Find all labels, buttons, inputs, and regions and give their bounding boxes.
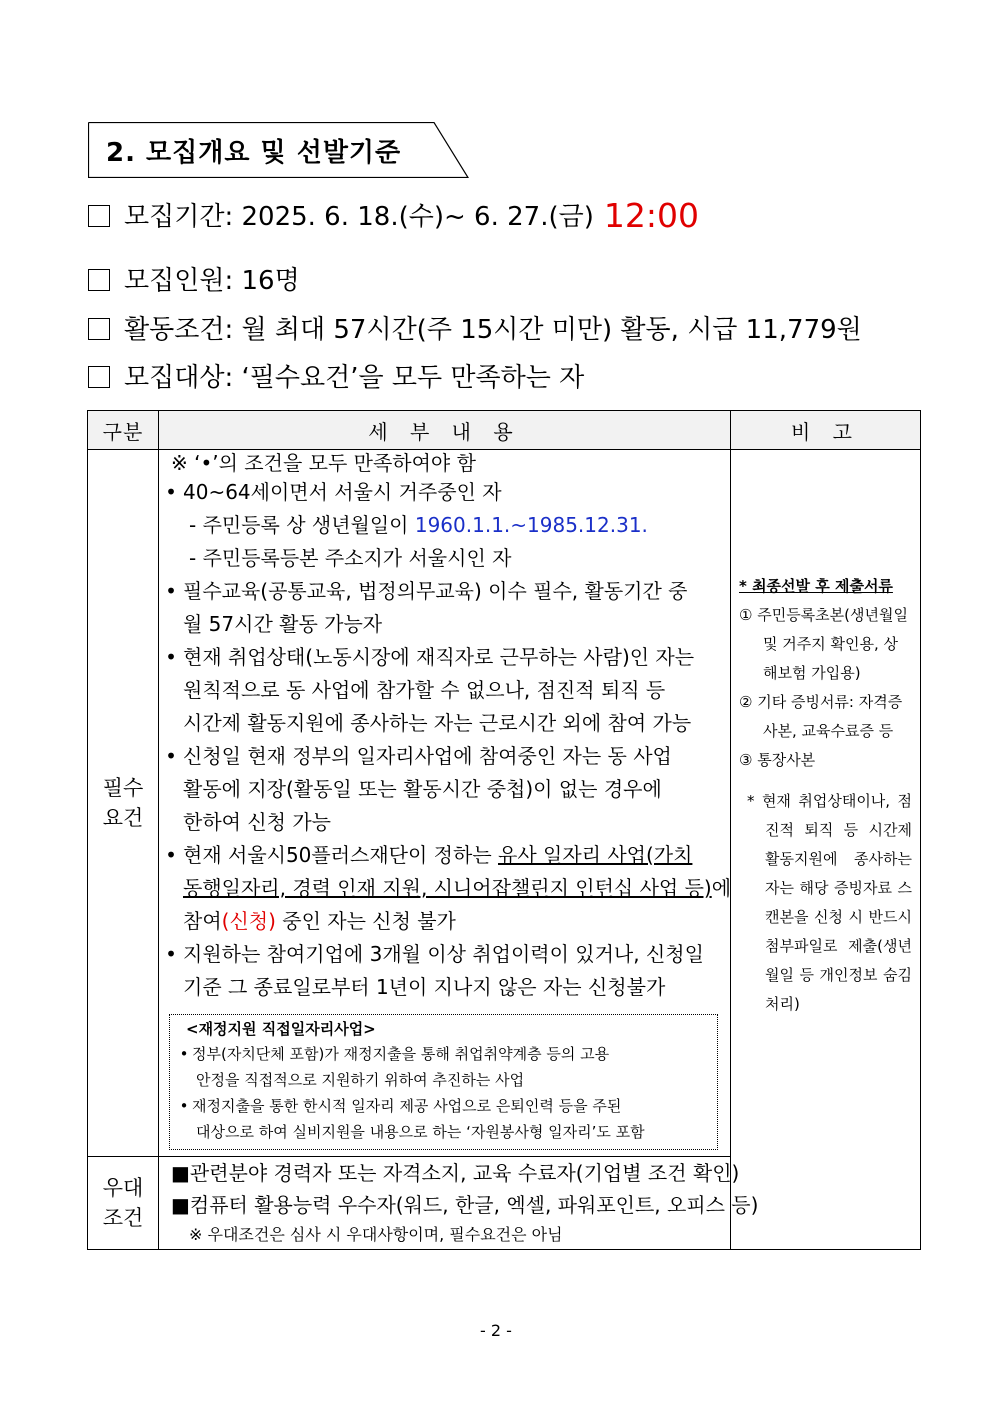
list-item bbox=[159, 905, 724, 938]
summary-conditions bbox=[88, 309, 862, 346]
checkbox-square-icon bbox=[88, 269, 110, 291]
bullet-icon: • bbox=[165, 942, 177, 966]
required-details bbox=[159, 450, 731, 1157]
bullet-icon: • bbox=[165, 744, 177, 768]
note-line bbox=[176, 1093, 711, 1119]
req-text: 신청일 현재 정부의 일자리사업에 참여중인 자는 동 사업 bbox=[183, 744, 672, 768]
conditions-text: 활동조건: 월 최대 57시간(주 15시간 미만) 활동, 시급 11,779원 bbox=[124, 315, 862, 345]
list-item bbox=[159, 740, 724, 773]
req-text: 중인 자는 신청 불가 bbox=[275, 909, 456, 933]
req-text: 참여 bbox=[183, 909, 222, 933]
similar-jobs-text: 동행일자리, 경력 인재 지원, 시니어잡챌린지 인턴십 사업 등) bbox=[183, 876, 712, 900]
summary-period bbox=[88, 196, 699, 235]
period-text: 모집기간: 2025. 6. 18.(수)~ 6. 27.(금) bbox=[124, 202, 594, 232]
req-text: 필수교육(공통교육, 법정의무교육) 이수 필수, 활동기간 중 bbox=[183, 579, 688, 603]
list-item bbox=[159, 938, 724, 971]
target-text: 모집대상: ‘필수요건’을 모두 만족하는 자 bbox=[124, 363, 585, 393]
req-text: - 주민등록 상 생년월일이 bbox=[189, 513, 415, 537]
list-item bbox=[159, 839, 724, 872]
list-item bbox=[159, 509, 724, 542]
remarks bbox=[731, 450, 920, 1019]
list-item bbox=[159, 641, 724, 674]
required-label-1: 필수 bbox=[102, 776, 144, 800]
preferred-label-2: 조건 bbox=[102, 1206, 144, 1230]
similar-jobs-text: 유사 일자리 사업(가치 bbox=[498, 843, 693, 867]
preferred-item: ■컴퓨터 활용능력 우수자(워드, 한글, 엑셀, 파워포인트, 오피스 등) bbox=[171, 1193, 759, 1217]
bullet-icon: • bbox=[179, 1045, 189, 1063]
checkbox-square-icon bbox=[88, 366, 110, 388]
bullet-icon: • bbox=[179, 1097, 189, 1115]
page-number: - 2 - bbox=[480, 1321, 512, 1340]
remarks-title: * 최종선발 후 제출서류 bbox=[739, 577, 893, 595]
req-text: 에 bbox=[711, 876, 732, 900]
list-item: 월 57시간 활동 가능자 bbox=[183, 612, 383, 636]
checkbox-square-icon bbox=[88, 318, 110, 340]
required-label bbox=[88, 450, 159, 1157]
note-text: 정부(자치단체 포함)가 재정지출을 통해 취업취약계층 등의 고용 bbox=[192, 1045, 610, 1063]
note-line: 대상으로 하여 실비지원을 내용으로 하는 ‘자원봉사형 일자리’도 포함 bbox=[196, 1123, 645, 1141]
preferred-label-1: 우대 bbox=[102, 1176, 144, 1200]
preferred-details bbox=[159, 1157, 759, 1250]
list-item: 활동에 지장(활동일 또는 활동시간 중첩)이 없는 경우에 bbox=[183, 777, 662, 801]
section-title-box bbox=[88, 122, 469, 178]
section-title: 2. 모집개요 및 선발기준 bbox=[106, 138, 402, 168]
table-header-row bbox=[88, 411, 921, 450]
list-item bbox=[159, 476, 724, 509]
list-item: - 주민등록등본 주소지가 서울시인 자 bbox=[189, 546, 512, 570]
bullet-icon: • bbox=[165, 843, 177, 867]
list-item: 한하여 신청 가능 bbox=[183, 810, 331, 834]
headcount-text: 모집인원: 16명 bbox=[124, 266, 300, 296]
period-time: 12:00 bbox=[603, 196, 699, 235]
req-text: 40~64세이면서 서울시 거주중인 자 bbox=[183, 480, 502, 504]
header-details: 세 부 내 용 bbox=[159, 411, 731, 450]
req-text: 현재 서울시50플러스재단이 정하는 bbox=[183, 843, 499, 867]
bullet-icon: • bbox=[165, 480, 177, 504]
bullet-icon: • bbox=[165, 579, 177, 603]
checkbox-square-icon bbox=[88, 205, 110, 227]
summary-headcount bbox=[88, 260, 300, 297]
required-row bbox=[88, 450, 921, 1157]
criteria-table bbox=[87, 410, 921, 1250]
note-line: 안정을 직접적으로 지원하기 위하여 추진하는 사업 bbox=[196, 1071, 525, 1089]
note-line bbox=[176, 1041, 711, 1067]
req-text: 지원하는 참여기업에 3개월 이상 취업이력이 있거나, 신청일 bbox=[183, 942, 704, 966]
preferred-item: ■관련분야 경력자 또는 자격소지, 교육 수료자(기업별 조건 확인) bbox=[171, 1161, 740, 1185]
direct-job-program-note bbox=[169, 1014, 718, 1150]
remarks-item: ② 기타 증빙서류: 자격증 사본, 교육수료증 등 bbox=[739, 693, 903, 740]
req-text: 현재 취업상태(노동시장에 재직자로 근무하는 사람)인 자는 bbox=[183, 645, 695, 669]
header-remarks: 비 고 bbox=[731, 411, 921, 450]
remarks-item: ③ 통장사본 bbox=[739, 751, 816, 769]
req-red-text: (신청) bbox=[221, 909, 276, 933]
note-text: 재정지출을 통한 한시적 일자리 제공 사업으로 은퇴인력 등을 주된 bbox=[192, 1097, 622, 1115]
remarks-item: ① 주민등록초본(생년월일 및 거주지 확인용, 상해보험 가입용) bbox=[739, 606, 908, 682]
birth-range: 1960.1.1.~1985.12.31. bbox=[414, 513, 648, 537]
remarks-note: * 현재 취업상태이나, 점진적 퇴직 등 시간제 활동지원에 종사하는 자는 해당 증빙자료 스캔본을 신청 시 반드시 첨부파일로 제출(생년월일 등 개인정보 숨김 처리) bbox=[747, 792, 912, 1013]
required-label-2: 요건 bbox=[102, 806, 144, 830]
bullet-icon: • bbox=[165, 645, 177, 669]
preferred-label bbox=[88, 1157, 159, 1250]
list-item bbox=[159, 872, 732, 905]
header-category: 구분 bbox=[88, 411, 159, 450]
req-note: ※ ‘•’의 조건을 모두 만족하여야 함 bbox=[171, 451, 476, 475]
list-item bbox=[159, 575, 724, 608]
note-title: <재정지원 직접일자리사업> bbox=[186, 1020, 376, 1038]
preferred-note: ※ 우대조건은 심사 시 우대사항이며, 필수요건은 아님 bbox=[189, 1225, 563, 1244]
list-item: 원칙적으로 동 사업에 참가할 수 없으나, 점진적 퇴직 등 bbox=[183, 678, 666, 702]
list-item: 기준 그 종료일로부터 1년이 지나지 않은 자는 신청불가 bbox=[183, 975, 666, 999]
list-item: 시간제 활동지원에 종사하는 자는 근로시간 외에 참여 가능 bbox=[183, 711, 692, 735]
remarks-cell bbox=[731, 450, 921, 1250]
summary-target bbox=[88, 357, 584, 394]
